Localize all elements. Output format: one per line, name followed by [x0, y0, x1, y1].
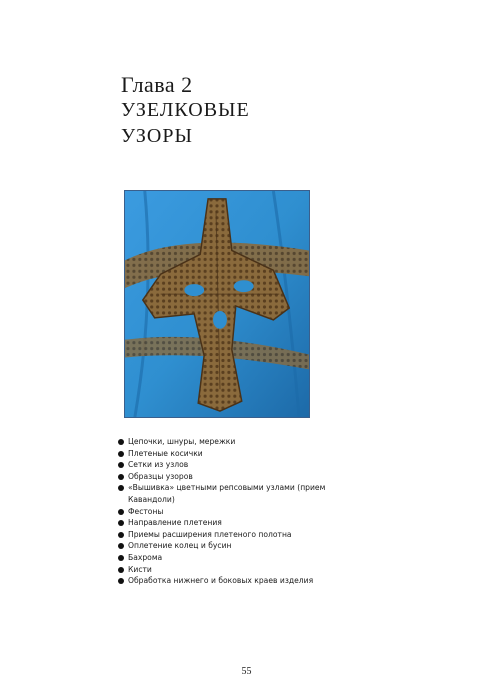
- list-item: Обработка нижнего и боковых краев изделия: [118, 575, 338, 587]
- list-item: «Вышивка» цветными репсовыми узлами (прием Кавандоли): [118, 482, 338, 505]
- title-line-1: УЗЕЛКОВЫЕ: [121, 99, 250, 121]
- chapter-title: [121, 97, 250, 149]
- topics-list: [118, 436, 338, 587]
- list-item: Бахрома: [118, 552, 338, 564]
- list-item: Фестоны: [118, 506, 338, 518]
- list-item: Направление плетения: [118, 517, 338, 529]
- list-item: Образцы узоров: [118, 471, 338, 483]
- chapter-label: Глава 2: [121, 72, 193, 97]
- title-line-2: УЗОРЫ: [121, 125, 193, 147]
- list-item: Приемы расширения плетеного полотна: [118, 529, 338, 541]
- list-item: Кисти: [118, 564, 338, 576]
- list-item: Сетки из узлов: [118, 459, 338, 471]
- macrame-belt-photo: [124, 190, 310, 418]
- list-item: Оплетение колец и бусин: [118, 540, 338, 552]
- list-item: Цепочки, шнуры, мережки: [118, 436, 338, 448]
- photo-illustration: [125, 191, 309, 417]
- page-number: 55: [241, 666, 252, 677]
- list-item: Плетеные косички: [118, 448, 338, 460]
